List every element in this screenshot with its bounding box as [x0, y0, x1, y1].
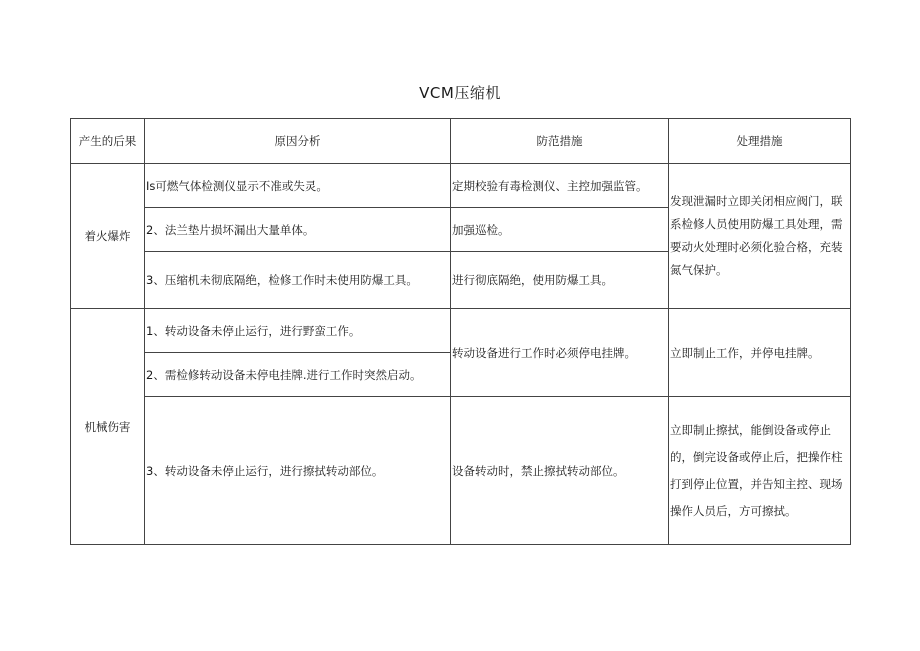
table-header-row — [71, 119, 851, 164]
cause-cell: 1、转动设备未停止运行，进行野蛮工作。 — [145, 309, 451, 353]
header-prevention: 防范措施 — [451, 119, 669, 164]
cause-cell: 2、法兰垫片损坏漏出大量单体。 — [145, 208, 451, 252]
consequence-cell: 着火爆炸 — [71, 164, 145, 309]
treatment-cell: 发现泄漏时立即关闭相应阀门，联系检修人员使用防爆工具处理，需要动火处理时必须化验合格，充装氮气保护。 — [669, 164, 851, 309]
prevention-cell: 加强巡检。 — [451, 208, 669, 252]
header-treatment: 处理措施 — [669, 119, 851, 164]
header-cause-analysis: 原因分析 — [145, 119, 451, 164]
prevention-cell: 进行彻底隔绝，使用防爆工具。 — [451, 252, 669, 309]
cause-cell: Is可燃气体检测仪显示不准或失灵。 — [145, 164, 451, 208]
table-row — [71, 397, 851, 545]
document-title: VCM压缩机 — [419, 84, 501, 102]
prevention-cell: 定期校验有毒检测仪、主控加强监管。 — [451, 164, 669, 208]
header-consequence: 产生的后果 — [71, 119, 145, 164]
treatment-cell: 立即制止工作，并停电挂牌。 — [669, 309, 851, 397]
cause-cell: 3、转动设备未停止运行，进行擦拭转动部位。 — [145, 397, 451, 545]
prevention-cell: 设备转动时，禁止擦拭转动部位。 — [451, 397, 669, 545]
treatment-cell: 立即制止擦拭，能倒设备或停止的，倒完设备或停止后，把操作柱打到停止位置，并告知主控、现场操作人员后，方可擦拭。 — [669, 397, 851, 545]
cause-cell: 3、压缩机未彻底隔绝，检修工作时未使用防爆工具。 — [145, 252, 451, 309]
table-row — [71, 164, 851, 208]
cause-cell: 2、需检修转动设备未停电挂牌.进行工作时突然启动。 — [145, 353, 451, 397]
table-row — [71, 309, 851, 353]
consequence-cell: 机械伤害 — [71, 309, 145, 545]
vcm-risk-table — [70, 118, 851, 545]
prevention-cell: 转动设备进行工作时必须停电挂牌。 — [451, 309, 669, 397]
